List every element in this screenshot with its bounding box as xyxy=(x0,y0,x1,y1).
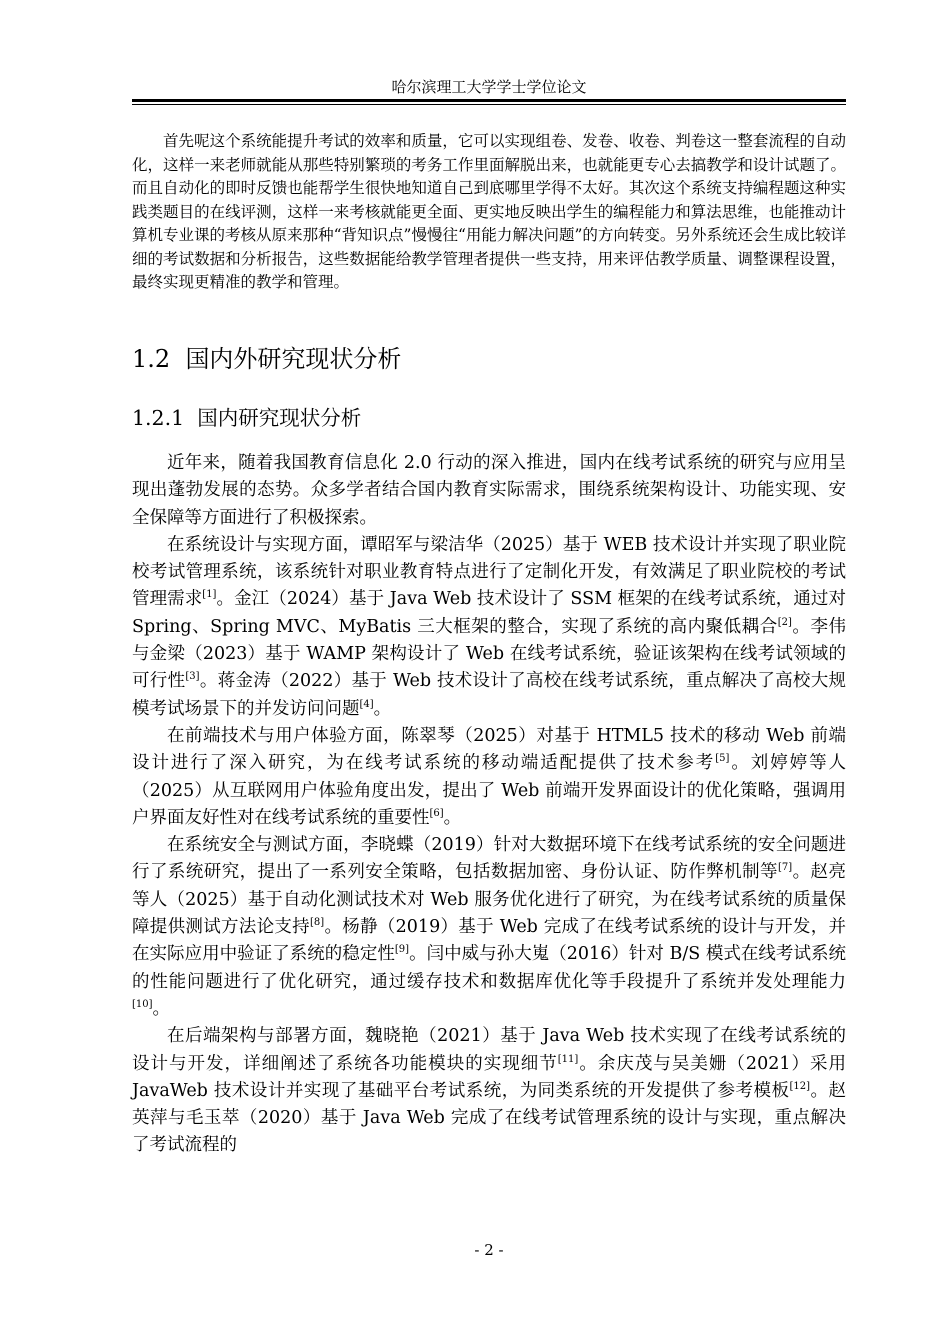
page-number: - 2 - xyxy=(474,1241,504,1259)
text-run: 在系统设计与实现方面，谭昭军与梁洁华（2025）基于 WEB 技术设计并实现了职业院校考试管理系统，该系统针对职业教育特点进行了定制化开发，有效满足了职业院校的考试管理需求 xyxy=(132,534,846,610)
page-header: 哈尔滨理工大学学士学位论文 xyxy=(391,78,587,96)
text-run: 。 xyxy=(443,807,462,828)
subsection-heading xyxy=(132,402,361,434)
paragraph-backend xyxy=(132,1023,846,1159)
subsection-title: 国内研究现状分析 xyxy=(197,406,362,430)
citation: [10] xyxy=(132,998,153,1010)
header-rule-thick xyxy=(132,99,846,102)
citation: [4] xyxy=(359,698,374,710)
citation: [3] xyxy=(185,671,200,683)
text-run: 。金江（2024）基于 Java Web 技术设计了 SSM 框架的在线考试系统，通过对 Spring、Spring MVC、MyBatis 三大框架的整合，实现了系统的高内聚低耦合 xyxy=(132,589,847,637)
text-run: 。刘婷婷等人（2025）从互联网用户体验角度出发，提出了 Web 前端开发界面设计的优化策略，强调用户界面友好性对在线考试系统的重要性 xyxy=(132,753,847,828)
section-title: 国内外研究现状分析 xyxy=(185,345,402,373)
citation: [8] xyxy=(310,917,325,929)
text-run: 。闫中威与孙大嵬（2016）针对 B/S 模式在线考试系统的性能问题进行了优化研究，通过缓存技术和数据库优化等手段提升了系统并发处理能力 xyxy=(132,944,847,992)
citation: [11] xyxy=(557,1053,579,1065)
paragraph-frontend xyxy=(132,723,846,832)
text-run: 。余庆茂与吴美姗（2021）采用 JavaWeb 技术设计并实现了基础平台考试系统，为同类系统的开发提供了参考模板 xyxy=(132,1053,847,1101)
citation: [5] xyxy=(715,753,730,765)
text-run: 。赵英萍与毛玉萃（2020）基于 Java Web 完成了在线考试管理系统的设计与实现，重点解决了考试流程的 xyxy=(132,1080,847,1156)
text-run: 。 xyxy=(373,698,392,719)
paragraph-system-design xyxy=(132,532,846,723)
citation: [1] xyxy=(202,589,217,601)
citation: [7] xyxy=(778,862,793,874)
text-run: 。杨静（2019）基于 Web 完成了在线考试系统的设计与开发，并在实际应用中验证了系统的稳定性 xyxy=(132,917,847,965)
paragraph-security xyxy=(132,832,846,1023)
text-run: 。李伟与金梁（2023）基于 WAMP 架构设计了 Web 在线考试系统，验证该架构在线考试领域的可行性 xyxy=(132,616,846,692)
section-heading xyxy=(132,341,401,377)
text-run: 在前端技术与用户体验方面，陈翠琴（2025）对基于 HTML5 技术的移动 Web 前端设计进行了深入研究，为在线考试系统的移动端适配提供了技术参考 xyxy=(132,725,846,774)
citation: [2] xyxy=(777,616,792,628)
subsection-number: 1.2.1 xyxy=(132,406,185,430)
body-text xyxy=(132,450,846,1160)
intro-paragraph: 首先呢这个系统能提升考试的效率和质量，它可以实现组卷、发卷、收卷、判卷这一整套流程的自动化，这样一来老师就能从那些特别繁琐的考务工作里面解脱出来，也就能更专心去搞教学和设计试题了。而且自动化的即时反馈也能帮学生很快地知道自己到底哪里学得不太好。其次这个系统支持编程题这种实践类题目的在线评测，这样一来考核就能更全面、更实地反映出学生的编程能力和算法思维，也能推动计算机专业课的考核从原来那种“背知识点”慢慢往“用能力解决问题”的方向转变。另外系统还会生成比较详细的考试数据和分析报告，这些数据能给教学管理者提供一些支持，用来评估教学质量、调整课程设置，最终实现更精准的教学和管理。 xyxy=(132,132,846,291)
citation: [6] xyxy=(429,807,444,819)
text-run: 。赵亮等人（2025）基于自动化测试技术对 Web 服务优化进行了研究，为在线考试系统的质量保障提供测试方法论支持 xyxy=(132,862,847,938)
text-run: 。蒋金涛（2022）基于 Web 技术设计了高校在线考试系统，重点解决了高校大规模考试场景下的并发访问问题 xyxy=(132,671,847,719)
paragraph-intro: 近年来，随着我国教育信息化 2.0 行动的深入推进，国内在线考试系统的研究与应用呈现出蓬勃发展的态势。众多学者结合国内教育实际需求，围绕系统架构设计、功能实现、安全保障等方面进行了积极探索。 xyxy=(132,453,846,528)
text-run: 。 xyxy=(152,998,171,1019)
header-rule-thin xyxy=(132,104,846,105)
text-run: 在系统安全与测试方面，李晓蝶（2019）针对大数据环境下在线考试系统的安全问题进行了系统研究，提出了一系列安全策略，包括数据加密、身份认证、防作弊机制等 xyxy=(132,835,846,883)
section-number: 1.2 xyxy=(132,345,171,373)
text-run: 在后端架构与部署方面，魏晓艳（2021）基于 Java Web 技术实现了在线考试系统的设计与开发，详细阐述了系统各功能模块的实现细节 xyxy=(132,1026,846,1074)
citation: [12] xyxy=(789,1080,811,1092)
citation: [9] xyxy=(394,944,410,956)
